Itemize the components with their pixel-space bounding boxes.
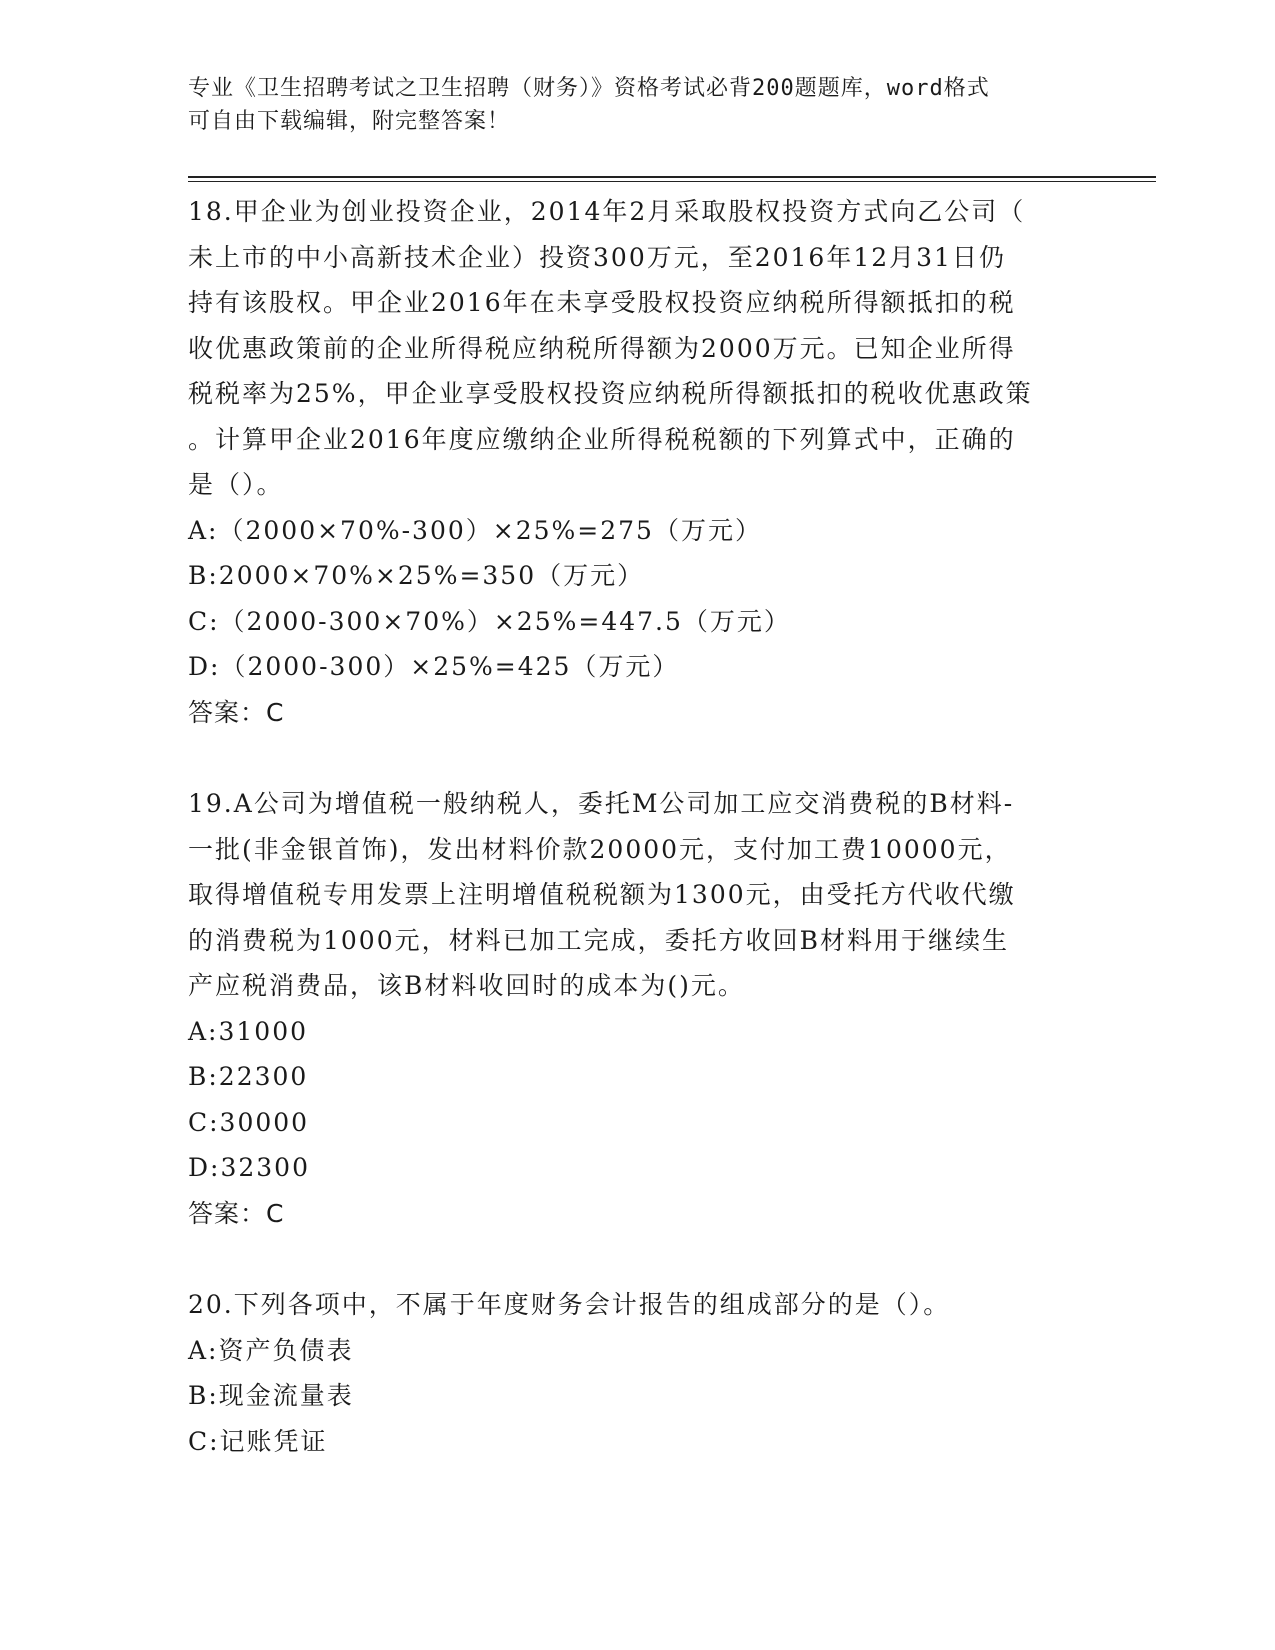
question-text-line: 一批(非金银首饰)，发出材料价款20000元，支付加工费10000元， — [188, 834, 1012, 864]
header-divider-thin — [188, 181, 1156, 182]
question-text-line: 20.下列各项中，不属于年度财务会计报告的组成部分的是（）。 — [188, 1290, 951, 1319]
question-18 — [188, 189, 1088, 735]
option-a: A:31000 — [188, 1016, 309, 1046]
option-b: B:22300 — [188, 1062, 309, 1091]
option-b: B:2000×70%×25%=350（万元） — [188, 561, 645, 590]
question-text-line: 未上市的中小高新技术企业）投资300万元，至2016年12月31日仍 — [188, 242, 1006, 272]
option-d: D:（2000-300）×25%=425（万元） — [188, 652, 680, 681]
question-text-line: 持有该股权。甲企业2016年在未享受股权投资应纳税所得额抵扣的税 — [188, 288, 1016, 317]
answer-label: 答案：C — [188, 697, 285, 727]
question-text-line: 产应税消费品，该B材料收回时的成本为()元。 — [188, 971, 745, 1000]
option-c: C:记账凭证 — [188, 1426, 328, 1456]
header-line-1: 专业《卫生招聘考试之卫生招聘（财务）》资格考试必背200题题库，word格式 — [188, 76, 990, 101]
header-divider-thick — [188, 176, 1156, 178]
document-header — [188, 72, 1088, 138]
option-c: C:（2000-300×70%）×25%=447.5（万元） — [188, 606, 791, 636]
question-spacer — [188, 1236, 1088, 1282]
question-19 — [188, 781, 1088, 1236]
question-text-line: 的消费税为1000元，材料已加工完成，委托方收回B材料用于继续生 — [188, 925, 1009, 955]
question-text-line: 收优惠政策前的企业所得税应纳税所得额为2000万元。已知企业所得 — [188, 333, 1016, 363]
header-line-2: 可自由下载编辑，附完整答案！ — [188, 109, 511, 134]
question-text-line: 是（）。 — [188, 470, 284, 499]
question-list — [188, 189, 1088, 1464]
option-a: A:资产负债表 — [188, 1335, 354, 1365]
answer-label: 答案：C — [188, 1198, 285, 1228]
question-text-line: 税税率为25%，甲企业享受股权投资应纳税所得额抵扣的税收优惠政策 — [188, 379, 1033, 408]
question-spacer — [188, 735, 1088, 781]
question-text-line: 取得增值税专用发票上注明增值税税额为1300元，由受托方代收代缴 — [188, 880, 1016, 909]
option-b: B:现金流量表 — [188, 1381, 354, 1410]
question-20 — [188, 1282, 1088, 1464]
option-c: C:30000 — [188, 1107, 310, 1137]
question-text-line: 19.A公司为增值税一般纳税人，委托M公司加工应交消费税的B材料- — [188, 789, 1015, 818]
question-text-line: 。计算甲企业2016年度应缴纳企业所得税税额的下列算式中，正确的 — [188, 424, 1016, 454]
option-d: D:32300 — [188, 1153, 310, 1182]
question-text-line: 18.甲企业为创业投资企业，2014年2月采取股权投资方式向乙公司（ — [188, 197, 1026, 226]
option-a: A:（2000×70%-300）×25%=275（万元） — [188, 515, 762, 545]
